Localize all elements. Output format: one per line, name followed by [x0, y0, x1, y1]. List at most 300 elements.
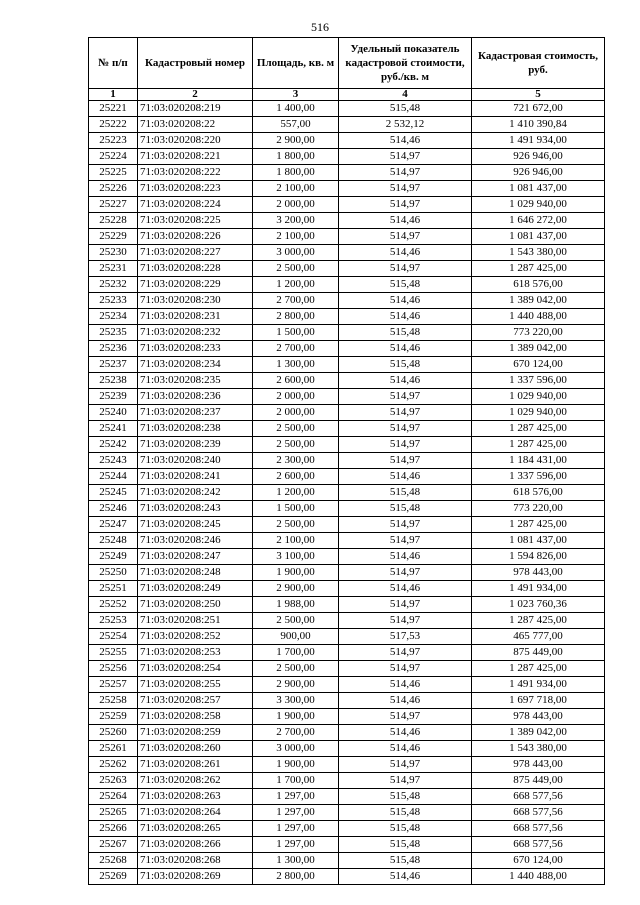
table-row [89, 101, 605, 117]
row-number-cell: 25241 [89, 421, 138, 437]
row-number-cell: 25222 [89, 117, 138, 133]
specific-value-cell: 514,97 [339, 229, 472, 245]
specific-value-cell: 514,97 [339, 181, 472, 197]
table-row [89, 213, 605, 229]
area-cell: 2 900,00 [253, 677, 339, 693]
table-row [89, 869, 605, 885]
specific-value-cell: 514,97 [339, 597, 472, 613]
table-row [89, 309, 605, 325]
row-number-cell: 25237 [89, 357, 138, 373]
area-cell: 2 500,00 [253, 517, 339, 533]
cadastral-value-cell: 1 023 760,36 [472, 597, 605, 613]
cadastral-number-cell: 71:03:020208:260 [138, 741, 253, 757]
specific-value-cell: 514,46 [339, 741, 472, 757]
header-cadastral-number: Кадастровый номер [138, 38, 253, 89]
table-row [89, 741, 605, 757]
cadastral-value-cell: 1 337 596,00 [472, 469, 605, 485]
area-cell: 1 988,00 [253, 597, 339, 613]
cadastral-number-cell: 71:03:020208:233 [138, 341, 253, 357]
table-row [89, 453, 605, 469]
row-number-cell: 25260 [89, 725, 138, 741]
area-cell: 3 200,00 [253, 213, 339, 229]
table-row [89, 613, 605, 629]
specific-value-cell: 514,46 [339, 133, 472, 149]
row-number-cell: 25261 [89, 741, 138, 757]
row-number-cell: 25224 [89, 149, 138, 165]
specific-value-cell: 515,48 [339, 789, 472, 805]
cadastral-value-cell: 1 337 596,00 [472, 373, 605, 389]
table-row [89, 533, 605, 549]
area-cell: 1 800,00 [253, 165, 339, 181]
area-cell: 2 500,00 [253, 661, 339, 677]
cadastral-value-cell: 721 672,00 [472, 101, 605, 117]
specific-value-cell: 514,46 [339, 869, 472, 885]
specific-value-cell: 515,48 [339, 821, 472, 837]
table-row [89, 725, 605, 741]
cadastral-value-cell: 1 389 042,00 [472, 293, 605, 309]
cadastral-number-cell: 71:03:020208:250 [138, 597, 253, 613]
row-number-cell: 25232 [89, 277, 138, 293]
table-row [89, 229, 605, 245]
row-number-cell: 25245 [89, 485, 138, 501]
header-specific-value: Удельный показатель кадастровой стоимости, руб./кв. м [339, 38, 472, 89]
area-cell: 2 900,00 [253, 133, 339, 149]
area-cell: 1 297,00 [253, 805, 339, 821]
area-cell: 3 300,00 [253, 693, 339, 709]
cadastral-number-cell: 71:03:020208:252 [138, 629, 253, 645]
cadastral-value-cell: 668 577,56 [472, 805, 605, 821]
row-number-cell: 25263 [89, 773, 138, 789]
specific-value-cell: 514,97 [339, 565, 472, 581]
cadastral-number-cell: 71:03:020208:251 [138, 613, 253, 629]
row-number-cell: 25230 [89, 245, 138, 261]
row-number-cell: 25251 [89, 581, 138, 597]
cadastral-value-cell: 618 576,00 [472, 485, 605, 501]
specific-value-cell: 514,97 [339, 405, 472, 421]
table-row [89, 853, 605, 869]
area-cell: 2 600,00 [253, 373, 339, 389]
cadastral-number-cell: 71:03:020208:222 [138, 165, 253, 181]
area-cell: 1 297,00 [253, 821, 339, 837]
cadastral-number-cell: 71:03:020208:262 [138, 773, 253, 789]
cadastral-value-cell: 1 543 380,00 [472, 741, 605, 757]
specific-value-cell: 514,97 [339, 773, 472, 789]
row-number-cell: 25223 [89, 133, 138, 149]
specific-value-cell: 514,97 [339, 261, 472, 277]
column-number: 5 [472, 89, 605, 101]
header-area: Площадь, кв. м [253, 38, 339, 89]
cadastral-number-cell: 71:03:020208:263 [138, 789, 253, 805]
specific-value-cell: 514,97 [339, 165, 472, 181]
specific-value-cell: 514,97 [339, 757, 472, 773]
cadastral-number-cell: 71:03:020208:255 [138, 677, 253, 693]
specific-value-cell: 514,46 [339, 213, 472, 229]
row-number-cell: 25228 [89, 213, 138, 229]
area-cell: 2 500,00 [253, 421, 339, 437]
cadastral-value-cell: 1 287 425,00 [472, 437, 605, 453]
area-cell: 3 100,00 [253, 549, 339, 565]
area-cell: 2 800,00 [253, 869, 339, 885]
column-number: 4 [339, 89, 472, 101]
cadastral-number-cell: 71:03:020208:261 [138, 757, 253, 773]
cadastral-value-cell: 1 287 425,00 [472, 261, 605, 277]
table-row [89, 565, 605, 581]
row-number-cell: 25221 [89, 101, 138, 117]
cadastral-number-cell: 71:03:020208:239 [138, 437, 253, 453]
cadastral-value-cell: 1 491 934,00 [472, 677, 605, 693]
specific-value-cell: 515,48 [339, 837, 472, 853]
specific-value-cell: 515,48 [339, 853, 472, 869]
area-cell: 1 900,00 [253, 757, 339, 773]
row-number-cell: 25242 [89, 437, 138, 453]
cadastral-value-cell: 1 440 488,00 [472, 309, 605, 325]
area-cell: 2 500,00 [253, 437, 339, 453]
area-cell: 1 200,00 [253, 277, 339, 293]
specific-value-cell: 514,46 [339, 469, 472, 485]
specific-value-cell: 514,97 [339, 709, 472, 725]
cadastral-number-cell: 71:03:020208:246 [138, 533, 253, 549]
area-cell: 2 300,00 [253, 453, 339, 469]
row-number-cell: 25231 [89, 261, 138, 277]
table-row [89, 133, 605, 149]
area-cell: 1 900,00 [253, 565, 339, 581]
area-cell: 3 000,00 [253, 741, 339, 757]
area-cell: 2 000,00 [253, 197, 339, 213]
specific-value-cell: 515,48 [339, 277, 472, 293]
cadastral-number-cell: 71:03:020208:229 [138, 277, 253, 293]
cadastral-value-cell: 1 184 431,00 [472, 453, 605, 469]
specific-value-cell: 514,97 [339, 197, 472, 213]
cadastral-value-cell: 978 443,00 [472, 757, 605, 773]
table-row [89, 661, 605, 677]
table-row [89, 485, 605, 501]
table-row [89, 789, 605, 805]
area-cell: 3 000,00 [253, 245, 339, 261]
cadastral-value-cell: 926 946,00 [472, 149, 605, 165]
area-cell: 1 700,00 [253, 773, 339, 789]
specific-value-cell: 514,46 [339, 725, 472, 741]
specific-value-cell: 514,97 [339, 645, 472, 661]
area-cell: 2 000,00 [253, 405, 339, 421]
cadastral-value-cell: 618 576,00 [472, 277, 605, 293]
cadastral-number-cell: 71:03:020208:228 [138, 261, 253, 277]
page-number: 516 [311, 20, 329, 34]
cadastral-value-cell: 1 646 272,00 [472, 213, 605, 229]
area-cell: 900,00 [253, 629, 339, 645]
cadastral-number-cell: 71:03:020208:232 [138, 325, 253, 341]
specific-value-cell: 514,46 [339, 293, 472, 309]
area-cell: 2 100,00 [253, 229, 339, 245]
specific-value-cell: 514,97 [339, 613, 472, 629]
row-number-cell: 25247 [89, 517, 138, 533]
cadastral-number-cell: 71:03:020208:269 [138, 869, 253, 885]
specific-value-cell: 514,97 [339, 421, 472, 437]
cadastral-value-cell: 926 946,00 [472, 165, 605, 181]
table-row [89, 405, 605, 421]
cadastral-number-cell: 71:03:020208:268 [138, 853, 253, 869]
specific-value-cell: 515,48 [339, 357, 472, 373]
cadastral-value-cell: 773 220,00 [472, 501, 605, 517]
cadastral-value-cell: 1 287 425,00 [472, 661, 605, 677]
row-number-cell: 25253 [89, 613, 138, 629]
cadastral-number-cell: 71:03:020208:230 [138, 293, 253, 309]
area-cell: 1 700,00 [253, 645, 339, 661]
cadastral-value-cell: 668 577,56 [472, 821, 605, 837]
area-cell: 1 297,00 [253, 837, 339, 853]
area-cell: 1 500,00 [253, 325, 339, 341]
row-number-cell: 25246 [89, 501, 138, 517]
table-row [89, 421, 605, 437]
cadastral-number-cell: 71:03:020208:220 [138, 133, 253, 149]
specific-value-cell: 514,46 [339, 677, 472, 693]
specific-value-cell: 514,97 [339, 437, 472, 453]
cadastral-value-cell: 1 029 940,00 [472, 405, 605, 421]
cadastral-value-cell: 1 029 940,00 [472, 389, 605, 405]
row-number-cell: 25262 [89, 757, 138, 773]
cadastral-value-cell: 670 124,00 [472, 853, 605, 869]
row-number-cell: 25266 [89, 821, 138, 837]
row-number-cell: 25240 [89, 405, 138, 421]
table-row [89, 325, 605, 341]
cadastral-value-cell: 1 491 934,00 [472, 581, 605, 597]
specific-value-cell: 514,46 [339, 549, 472, 565]
cadastral-value-cell: 1 081 437,00 [472, 229, 605, 245]
row-number-cell: 25265 [89, 805, 138, 821]
table-row [89, 821, 605, 837]
cadastral-number-cell: 71:03:020208:226 [138, 229, 253, 245]
area-cell: 1 800,00 [253, 149, 339, 165]
cadastral-value-cell: 1 491 934,00 [472, 133, 605, 149]
table-row [89, 501, 605, 517]
cadastral-value-cell: 773 220,00 [472, 325, 605, 341]
row-number-cell: 25267 [89, 837, 138, 853]
table-row [89, 549, 605, 565]
area-cell: 2 500,00 [253, 261, 339, 277]
row-number-cell: 25249 [89, 549, 138, 565]
cadastral-value-cell: 978 443,00 [472, 709, 605, 725]
area-cell: 1 297,00 [253, 789, 339, 805]
specific-value-cell: 2 532,12 [339, 117, 472, 133]
row-number-cell: 25236 [89, 341, 138, 357]
row-number-cell: 25256 [89, 661, 138, 677]
cadastral-number-cell: 71:03:020208:224 [138, 197, 253, 213]
table-row [89, 373, 605, 389]
specific-value-cell: 514,97 [339, 453, 472, 469]
specific-value-cell: 515,48 [339, 501, 472, 517]
specific-value-cell: 515,48 [339, 325, 472, 341]
specific-value-cell: 515,48 [339, 101, 472, 117]
area-cell: 1 300,00 [253, 853, 339, 869]
row-number-cell: 25227 [89, 197, 138, 213]
specific-value-cell: 514,46 [339, 581, 472, 597]
table-body [89, 101, 605, 885]
cadastral-value-cell: 1 389 042,00 [472, 341, 605, 357]
cadastral-number-cell: 71:03:020208:234 [138, 357, 253, 373]
cadastral-number-cell: 71:03:020208:242 [138, 485, 253, 501]
row-number-cell: 25239 [89, 389, 138, 405]
table-row [89, 389, 605, 405]
cadastral-value-cell: 1 081 437,00 [472, 533, 605, 549]
row-number-cell: 25244 [89, 469, 138, 485]
cadastral-value-table [88, 37, 605, 885]
table-row [89, 469, 605, 485]
cadastral-number-cell: 71:03:020208:235 [138, 373, 253, 389]
table-row [89, 341, 605, 357]
cadastral-number-cell: 71:03:020208:264 [138, 805, 253, 821]
area-cell: 1 900,00 [253, 709, 339, 725]
table-row [89, 581, 605, 597]
specific-value-cell: 515,48 [339, 485, 472, 501]
table-row [89, 357, 605, 373]
cadastral-value-cell: 1 543 380,00 [472, 245, 605, 261]
header-cadastral-value: Кадастровая стоимость, руб. [472, 38, 605, 89]
cadastral-number-cell: 71:03:020208:237 [138, 405, 253, 421]
cadastral-value-cell: 1 410 390,84 [472, 117, 605, 133]
cadastral-value-cell: 1 287 425,00 [472, 421, 605, 437]
cadastral-value-cell: 465 777,00 [472, 629, 605, 645]
area-cell: 2 100,00 [253, 181, 339, 197]
cadastral-value-cell: 1 287 425,00 [472, 517, 605, 533]
row-number-cell: 25259 [89, 709, 138, 725]
row-number-cell: 25229 [89, 229, 138, 245]
cadastral-value-cell: 1 440 488,00 [472, 869, 605, 885]
table-row [89, 837, 605, 853]
table-row [89, 517, 605, 533]
cadastral-value-cell: 1 389 042,00 [472, 725, 605, 741]
cadastral-number-cell: 71:03:020208:223 [138, 181, 253, 197]
cadastral-number-cell: 71:03:020208:240 [138, 453, 253, 469]
cadastral-number-cell: 71:03:020208:22 [138, 117, 253, 133]
row-number-cell: 25264 [89, 789, 138, 805]
cadastral-number-cell: 71:03:020208:227 [138, 245, 253, 261]
table-row [89, 245, 605, 261]
table-row [89, 645, 605, 661]
row-number-cell: 25258 [89, 693, 138, 709]
specific-value-cell: 515,48 [339, 805, 472, 821]
table-row [89, 629, 605, 645]
cadastral-number-cell: 71:03:020208:248 [138, 565, 253, 581]
column-number: 1 [89, 89, 138, 101]
cadastral-number-cell: 71:03:020208:245 [138, 517, 253, 533]
column-number: 3 [253, 89, 339, 101]
table-row [89, 261, 605, 277]
row-number-cell: 25238 [89, 373, 138, 389]
cadastral-number-cell: 71:03:020208:241 [138, 469, 253, 485]
cadastral-value-cell: 875 449,00 [472, 645, 605, 661]
cadastral-value-cell: 670 124,00 [472, 357, 605, 373]
cadastral-number-cell: 71:03:020208:254 [138, 661, 253, 677]
column-number: 2 [138, 89, 253, 101]
cadastral-number-cell: 71:03:020208:225 [138, 213, 253, 229]
cadastral-number-cell: 71:03:020208:266 [138, 837, 253, 853]
table-row [89, 597, 605, 613]
table-row [89, 197, 605, 213]
row-number-cell: 25248 [89, 533, 138, 549]
area-cell: 2 700,00 [253, 293, 339, 309]
specific-value-cell: 514,97 [339, 533, 472, 549]
area-cell: 1 200,00 [253, 485, 339, 501]
cadastral-number-cell: 71:03:020208:257 [138, 693, 253, 709]
cadastral-number-cell: 71:03:020208:219 [138, 101, 253, 117]
header-row-number: № п/п [89, 38, 138, 89]
specific-value-cell: 514,46 [339, 373, 472, 389]
table-row [89, 149, 605, 165]
table-header-row [89, 38, 605, 89]
specific-value-cell: 514,97 [339, 149, 472, 165]
cadastral-number-cell: 71:03:020208:258 [138, 709, 253, 725]
cadastral-number-cell: 71:03:020208:243 [138, 501, 253, 517]
table-row [89, 757, 605, 773]
cadastral-value-cell: 668 577,56 [472, 837, 605, 853]
cadastral-value-cell: 1 594 826,00 [472, 549, 605, 565]
column-number-row [89, 89, 605, 101]
area-cell: 1 400,00 [253, 101, 339, 117]
area-cell: 2 100,00 [253, 533, 339, 549]
cadastral-value-cell: 1 697 718,00 [472, 693, 605, 709]
specific-value-cell: 514,97 [339, 389, 472, 405]
table-row [89, 293, 605, 309]
specific-value-cell: 514,97 [339, 661, 472, 677]
cadastral-number-cell: 71:03:020208:249 [138, 581, 253, 597]
area-cell: 2 000,00 [253, 389, 339, 405]
row-number-cell: 25255 [89, 645, 138, 661]
area-cell: 1 500,00 [253, 501, 339, 517]
area-cell: 2 900,00 [253, 581, 339, 597]
specific-value-cell: 514,46 [339, 309, 472, 325]
specific-value-cell: 517,53 [339, 629, 472, 645]
area-cell: 1 300,00 [253, 357, 339, 373]
area-cell: 2 500,00 [253, 613, 339, 629]
table-row [89, 117, 605, 133]
specific-value-cell: 514,46 [339, 245, 472, 261]
cadastral-value-cell: 668 577,56 [472, 789, 605, 805]
row-number-cell: 25250 [89, 565, 138, 581]
table-row [89, 181, 605, 197]
table-row [89, 277, 605, 293]
area-cell: 2 600,00 [253, 469, 339, 485]
table-row [89, 709, 605, 725]
table-row [89, 805, 605, 821]
cadastral-number-cell: 71:03:020208:236 [138, 389, 253, 405]
cadastral-value-cell: 875 449,00 [472, 773, 605, 789]
area-cell: 2 700,00 [253, 725, 339, 741]
row-number-cell: 25226 [89, 181, 138, 197]
area-cell: 2 800,00 [253, 309, 339, 325]
table-row [89, 773, 605, 789]
row-number-cell: 25254 [89, 629, 138, 645]
specific-value-cell: 514,46 [339, 693, 472, 709]
area-cell: 557,00 [253, 117, 339, 133]
row-number-cell: 25234 [89, 309, 138, 325]
row-number-cell: 25225 [89, 165, 138, 181]
cadastral-value-cell: 978 443,00 [472, 565, 605, 581]
cadastral-value-cell: 1 029 940,00 [472, 197, 605, 213]
cadastral-number-cell: 71:03:020208:231 [138, 309, 253, 325]
cadastral-number-cell: 71:03:020208:238 [138, 421, 253, 437]
row-number-cell: 25269 [89, 869, 138, 885]
row-number-cell: 25268 [89, 853, 138, 869]
cadastral-value-cell: 1 081 437,00 [472, 181, 605, 197]
row-number-cell: 25243 [89, 453, 138, 469]
cadastral-number-cell: 71:03:020208:265 [138, 821, 253, 837]
specific-value-cell: 514,46 [339, 341, 472, 357]
cadastral-number-cell: 71:03:020208:247 [138, 549, 253, 565]
table-row [89, 165, 605, 181]
specific-value-cell: 514,97 [339, 517, 472, 533]
table-row [89, 437, 605, 453]
row-number-cell: 25233 [89, 293, 138, 309]
cadastral-value-cell: 1 287 425,00 [472, 613, 605, 629]
